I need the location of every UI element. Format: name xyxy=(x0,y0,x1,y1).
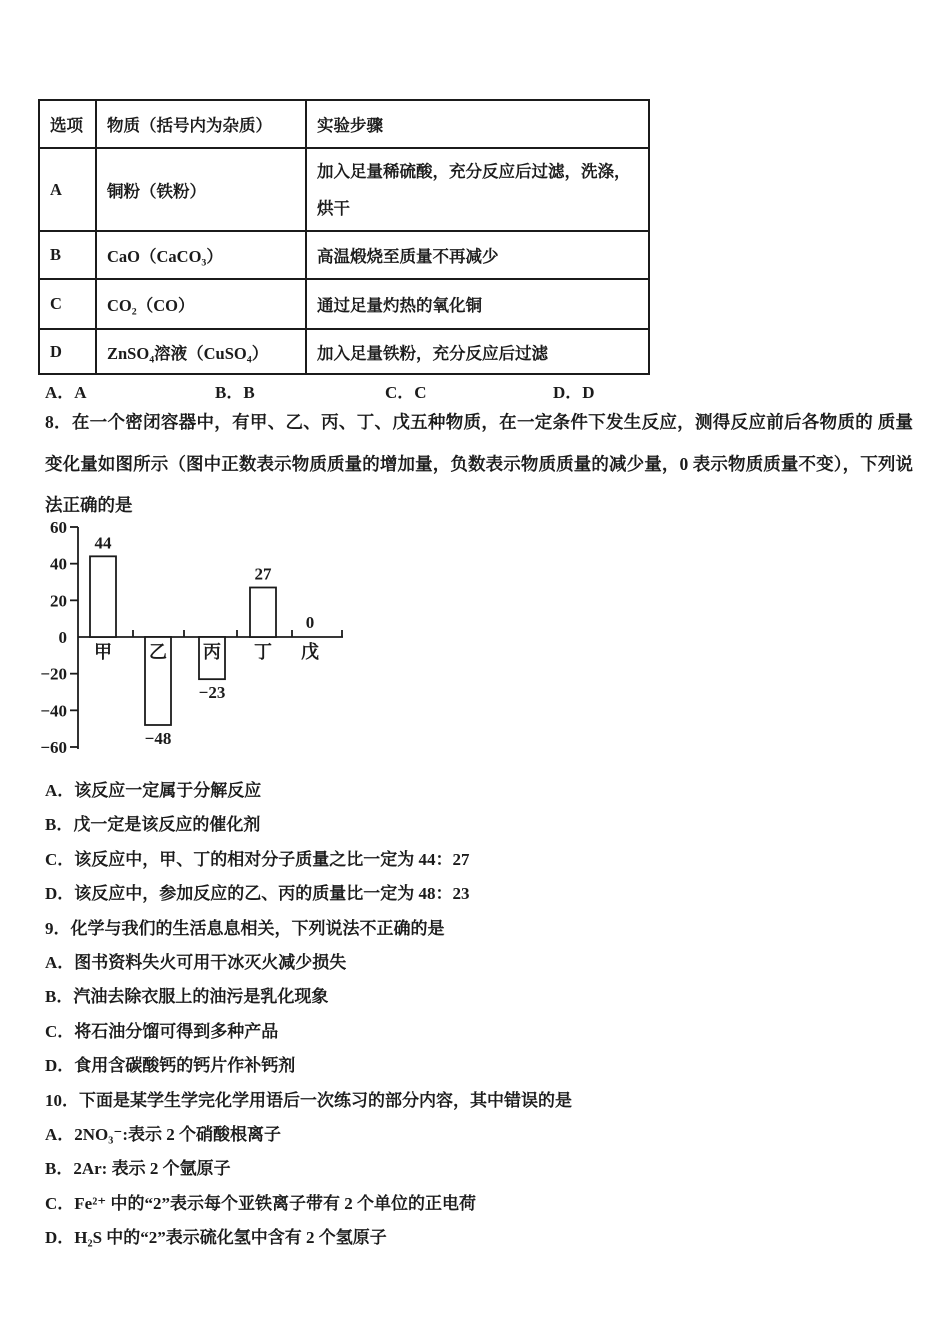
questions-block xyxy=(45,774,925,1256)
answer-choice-d: D．D xyxy=(553,383,595,402)
question-8-option-c: C．该反应中，甲、丁的相对分子质量之比一定为 44：27 xyxy=(45,849,470,869)
table-row-a xyxy=(39,148,649,231)
answer-choice-c: C．C xyxy=(385,383,427,402)
svg-text:−20: −20 xyxy=(40,664,67,684)
substance-cell: 铜粉（铁粉） xyxy=(96,148,306,231)
steps-cell: 加入足量稀硫酸，充分反应后过滤，洗涤，烘干 xyxy=(306,148,649,231)
svg-text:60: 60 xyxy=(50,518,67,537)
question-9-option-b: B．汽油去除衣服上的油污是乳化现象 xyxy=(45,987,329,1007)
table-row-b xyxy=(39,231,649,279)
steps-cell: 通过足量灼热的氧化铜 xyxy=(306,279,649,329)
answer-choice-a: A．A xyxy=(45,383,87,402)
option-cell: B xyxy=(39,231,96,279)
svg-text:27: 27 xyxy=(254,564,272,584)
substance-cell: CO₂（CO） xyxy=(96,279,306,329)
svg-text:40: 40 xyxy=(50,554,67,574)
svg-text:甲: 甲 xyxy=(94,642,112,662)
option-cell: A xyxy=(39,148,96,231)
question-8-text: 8．在一个密闭容器中，有甲、乙、丙、丁、戊五种物质，在一定条件下发生反应，测得反应前后各物质的 质量变化量如图所示（图中正数表示物质质量的增加量，负数表示物质质量的减少量，0 表示物质质量不变），下列说法正确的是 xyxy=(45,412,913,515)
question-9-text: 9．化学与我们的生活息息相关，下列说法不正确的是 xyxy=(45,918,445,938)
svg-text:0: 0 xyxy=(305,613,315,632)
question-10-text: 10．下面是某学生学完化学用语后一次练习的部分内容，其中错误的是 xyxy=(45,1090,572,1110)
mass-change-bar-chart xyxy=(30,516,360,766)
question-10-option-d: D．H₂S 中的“2”表示硫化氢中含有 2 个氢原子 xyxy=(45,1228,387,1248)
option-cell: D xyxy=(39,329,96,374)
substance-cell: CaO（CaCO₃） xyxy=(96,231,306,279)
question-8-option-b: B．戊一定是该反应的催化剂 xyxy=(45,815,261,835)
question-8-option-d: D．该反应中，参加反应的乙、丙的质量比一定为 48：23 xyxy=(45,884,470,904)
question-9-option-a: A．图书资料失火可用干冰灭火减少损失 xyxy=(45,953,347,973)
question-9-option-d: D．食用含碳酸钙的钙片作补钙剂 xyxy=(45,1056,296,1076)
question-10-option-c: C．Fe²⁺ 中的“2”表示每个亚铁离子带有 2 个单位的正电荷 xyxy=(45,1193,477,1213)
svg-text:44: 44 xyxy=(94,533,112,553)
question-8-option-a: A．该反应一定属于分解反应 xyxy=(45,781,262,800)
table-row-d xyxy=(39,329,649,374)
col-header-substance: 物质（括号内为杂质） xyxy=(96,100,306,148)
col-header-steps: 实验步骤 xyxy=(306,100,649,148)
question-10-option-a: A．2NO₃⁻:表示 2 个硝酸根离子 xyxy=(45,1125,282,1145)
answer-choice-b: B．B xyxy=(215,383,255,402)
col-header-option: 选项 xyxy=(39,100,96,148)
question-9-option-c: C．将石油分馏可得到多种产品 xyxy=(45,1021,279,1041)
svg-text:戊: 戊 xyxy=(301,642,319,662)
svg-text:乙: 乙 xyxy=(149,642,167,662)
svg-text:20: 20 xyxy=(50,591,67,611)
question-10-option-b: B．2Ar: 表示 2 个氩原子 xyxy=(45,1159,231,1179)
svg-text:−48: −48 xyxy=(144,729,172,748)
svg-text:丁: 丁 xyxy=(254,642,272,662)
svg-text:−23: −23 xyxy=(198,683,226,703)
purification-methods-table xyxy=(38,99,650,375)
question-7-answer-row xyxy=(45,378,745,402)
table-header-row xyxy=(39,100,649,148)
table-row-c xyxy=(39,279,649,329)
option-cell: C xyxy=(39,279,96,329)
svg-text:0: 0 xyxy=(58,628,67,647)
substance-cell: ZnSO₄溶液（CuSO₄） xyxy=(96,329,306,374)
steps-cell: 加入足量铁粉，充分反应后过滤 xyxy=(306,329,649,374)
svg-text:−60: −60 xyxy=(40,738,67,757)
svg-text:丙: 丙 xyxy=(203,642,221,662)
svg-text:−40: −40 xyxy=(40,701,67,721)
steps-cell: 高温煅烧至质量不再减少 xyxy=(306,231,649,279)
